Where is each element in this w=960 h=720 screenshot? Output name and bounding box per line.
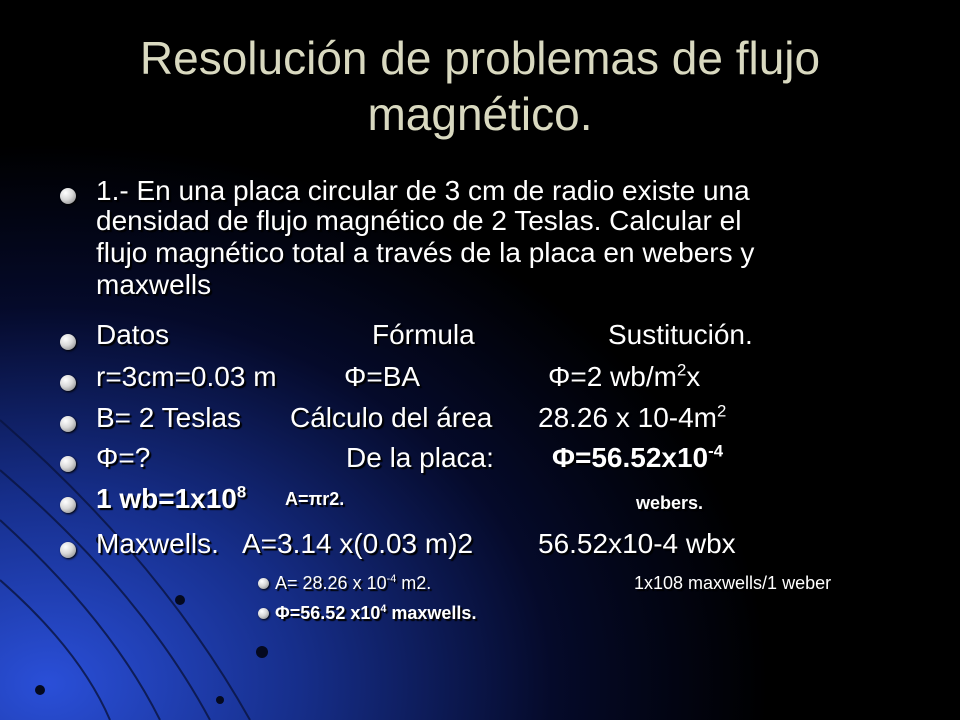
row-headers [0,320,960,352]
area-result: A= 28.26 x $10^{-4}$ m2. [275,573,432,593]
header-datos: Datos [96,319,170,350]
flux-formula: Φ=BA [344,361,421,392]
problem-line-2: densidad de flujo magnético de 2 Teslas. Calcular el [96,205,742,236]
row-field [0,403,960,435]
header-formula: Fórmula [372,319,475,350]
title-line-1: Resolución de problemas de flujo [139,32,821,84]
problem-line-4: maxwells [96,269,212,300]
row-maxwells [0,529,960,561]
webers-unit: webers. [636,493,704,513]
phi-result: $\Phi=56.52x10^{-4}$ [552,441,724,473]
area-formula: A=πr2. [285,489,345,509]
title-line-2: magnético. [367,88,593,140]
area-substitution: A=3.14 x(0.03 m)2 [242,528,474,559]
row-phi [0,443,960,475]
phi-maxwells-result: Φ=56.52 $x10^4$ maxwells. [275,603,477,623]
weber-conversion: 1 $wb=1x10^8$ [96,482,247,514]
radius-data: r=3cm=0.03 m [96,361,277,392]
weber-value: 56.52x10-4 wbx [538,528,736,559]
field-data: B= 2 Teslas [96,402,242,433]
sub-row-area [0,572,960,596]
row-radius [0,362,960,394]
problem-line-3: flujo magnético total a través de la placa en webers y [96,237,755,268]
bullet-icon [60,188,76,204]
area-calc-label: Cálculo del área [290,402,493,433]
header-sustitucion: Sustitución. [608,319,753,350]
problem-line-1: 1.- En una placa circular de 3 cm de radio existe una [96,175,750,206]
maxwells-label: Maxwells. [96,528,219,559]
row-weber [0,484,960,516]
area-value: 28.26 x $10-4m^2$ [538,401,727,433]
sub-row-phi [0,602,960,626]
flux-substitution: Φ=2 $wb/m^2x$ [548,360,701,392]
maxwell-conversion: 1x108 maxwells/1 weber [634,573,832,593]
phi-unknown: Φ=? [96,442,151,473]
plate-label: De la placa: [346,442,494,473]
slide-title [40,30,920,142]
